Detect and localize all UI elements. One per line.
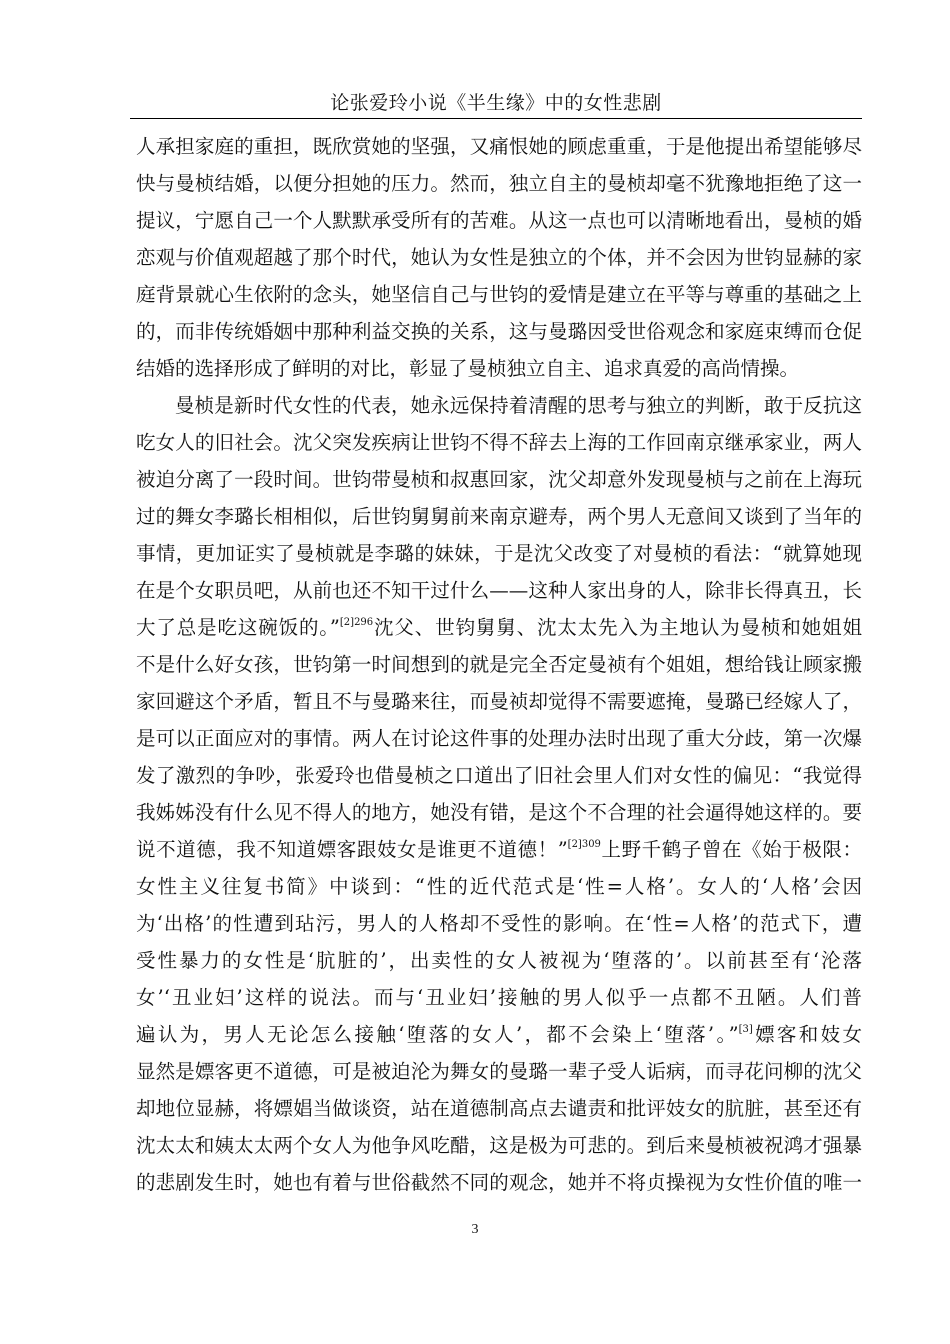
text-segment: 快与曼桢结婚，以便分担她的压力。然而，独立自主的曼桢却毫不犹豫地拒绝了这一 [136,172,862,195]
text-segment: 女’‘丑业妇’这样的说法。而与‘丑业妇’接触的男人似乎一点都不丑陋。人们普 [136,986,862,1009]
citation-ref: [2]309 [567,839,601,850]
text-segment: 为‘出格’的性遭到玷污，男人的人格却不受性的影响。在‘性=人格’的范式下，遭 [136,912,862,935]
body-text [136,128,862,1201]
text-segment: 沈太太和姨太太两个女人为他争风吃醋，这是极为可悲的。到后来曼桢被祝鸿才强暴 [136,1134,862,1157]
text-segment: 提议，宁愿自己一个人默默承受所有的苦难。从这一点也可以清晰地看出，曼桢的婚 [136,209,862,232]
text-segment: 显然是嫖客更不道德，可是被迫沦为舞女的曼璐一辈子受人诟病，而寻花问柳的沈父 [136,1060,862,1083]
text-line [136,683,862,720]
text-segment: 发了激烈的争吵，张爱玲也借曼桢之口道出了旧社会里人们对女性的偏见：“我觉得 [136,764,862,787]
text-line [136,239,862,276]
text-segment: 结婚的选择形成了鲜明的对比，彰显了曼桢独立自主、追求真爱的高尚情操。 [136,357,800,380]
text-segment: 事情，更加证实了曼桢就是李璐的妹妹，于是沈父改变了对曼桢的看法：“就算她现 [136,542,862,565]
text-segment: 的，而非传统婚姻中那种利益交换的关系，这与曼璐因受世俗观念和家庭束缚而仓促 [136,320,862,343]
text-line [136,128,862,165]
text-segment: 家回避这个矛盾，暂且不与曼璐来往，而曼祯却觉得不需要遮掩，曼璐已经嫁人了， [136,690,862,713]
text-line [136,350,862,387]
text-line [136,572,862,609]
text-line [136,979,862,1016]
text-segment: 在是个女职员吧，从前也还不知干过什么——这种人家出身的人，除非长得真丑，长 [136,579,862,602]
text-line [136,646,862,683]
text-line [136,202,862,239]
text-segment: 的悲剧发生时，她也有着与世俗截然不同的观念，她并不将贞操视为女性价值的唯一 [136,1171,862,1194]
citation-ref: [2]296 [339,617,374,628]
text-line [136,609,862,646]
text-segment: 受性暴力的女性是‘肮脏的’，出卖性的女人被视为‘堕落的’。以前甚至有‘沦落 [136,949,862,972]
text-line [136,1053,862,1090]
text-segment: 被迫分离了一段时间。世钧带曼桢和叔惠回家，沈父却意外发现曼桢与之前在上海玩 [136,468,862,491]
text-segment: 上野千鹤子曾在《始于极限： [600,838,862,861]
text-segment: 恋观与价值观超越了那个时代，她认为女性是独立的个体，并不会因为世钧显赫的家 [136,246,862,269]
text-line [136,165,862,202]
text-segment: 过的舞女李璐长相相似，后世钧舅舅前来南京避寿，两个男人无意间又谈到了当年的 [136,505,862,528]
text-segment: 吃女人的旧社会。沈父突发疾病让世钧不得不辞去上海的工作回南京继承家业，两人 [136,431,862,454]
text-segment: 曼桢是新时代女性的代表，她永远保持着清醒的思考与独立的判断，敢于反抗这 [175,394,862,417]
text-segment: 我姊姊没有什么见不得人的地方，她没有错，是这个不合理的社会逼得她这样的。要 [136,801,862,824]
text-line [136,942,862,979]
text-segment: 说不道德，我不知道嫖客跟妓女是谁更不道德！” [136,838,568,861]
text-line [136,868,862,905]
text-line [136,461,862,498]
text-line [136,720,862,757]
text-line [136,1127,862,1164]
text-line [136,1164,862,1201]
text-line [136,313,862,350]
text-line [136,757,862,794]
text-segment: 沈父、世钧舅舅、沈太太先入为主地认为曼桢和她姐姐 [373,616,862,639]
text-segment: 大了总是吃这碗饭的。” [136,616,340,639]
text-segment: 却地位显赫，将嫖娼当做谈资，站在道德制高点去谴责和批评妓女的肮脏，甚至还有 [136,1097,862,1120]
text-segment: 嫖客和妓女 [752,1023,862,1046]
text-line [136,905,862,942]
header-rule [130,118,862,119]
text-line [136,794,862,831]
page-number: 3 [471,1222,479,1237]
text-segment: 庭背景就心生依附的念头，她坚信自己与世钧的爱情是建立在平等与尊重的基础之上 [136,283,862,306]
text-segment: 不是什么好女孩，世钧第一时间想到的就是完全否定曼祯有个姐姐，想给钱让顾家搬 [136,653,862,676]
text-line [136,1016,862,1053]
text-segment: 遍认为，男人无论怎么接触‘堕落的女人’，都不会染上‘堕落’。” [136,1023,739,1046]
text-line [136,498,862,535]
text-line [136,831,862,868]
text-line [136,276,862,313]
text-line [136,1090,862,1127]
text-line [136,387,862,424]
citation-ref: [3] [738,1024,753,1035]
text-line [136,424,862,461]
running-header: 论张爱玲小说《半生缘》中的女性悲剧 [330,92,662,114]
text-segment: 女性主义往复书简》中谈到：“性的近代范式是‘性=人格’。女人的‘人格’会因 [136,875,862,898]
text-line [136,535,862,572]
text-segment: 是可以正面应对的事情。两人在讨论这件事的处理办法时出现了重大分歧，第一次爆 [136,727,862,750]
text-segment: 人承担家庭的重担，既欣赏她的坚强，又痛恨她的顾虑重重，于是他提出希望能够尽 [136,135,862,158]
